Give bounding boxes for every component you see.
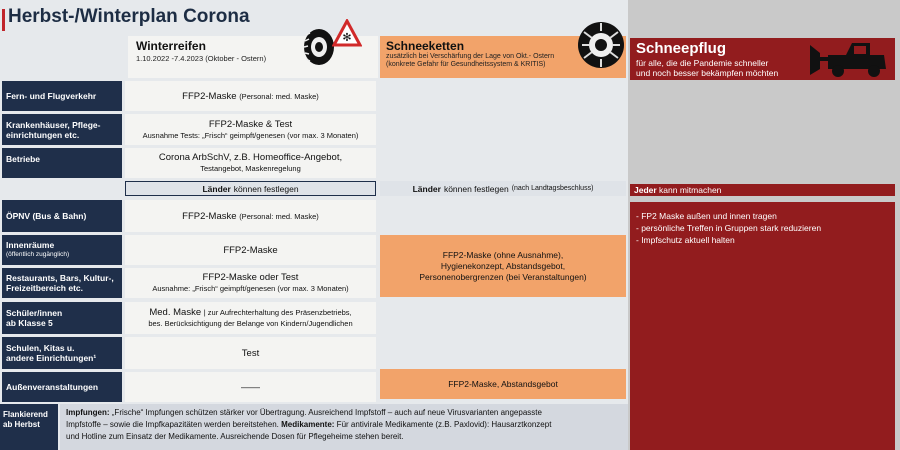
laender-winter [125, 181, 376, 196]
tip-item: - Impfschutz aktuell halten [636, 235, 735, 245]
row-label-restaurants [2, 268, 122, 298]
cell-schueler-note: | zur Aufrechterhaltung des Präsenzbetriebs, [203, 308, 352, 317]
cell-oepnv-main: FFP2-Maske [182, 210, 237, 222]
medication-text: Für antivirale Medikamente (z.B. Paxlovid): Hausarztkonzept [334, 420, 552, 429]
snow-plow-sub1: für alle, die die Pandemie schneller [636, 58, 769, 68]
row-label-aussen [2, 372, 122, 402]
row-label-fern-text: Fern- und Flugverkehr [6, 91, 97, 101]
row-label-schueler-1: Schüler/innen [6, 308, 63, 318]
cell-fern-main: FFP2-Maske [182, 90, 237, 102]
cell-schueler-winter [125, 302, 376, 334]
cell-aussen-dash: —— [241, 381, 260, 393]
cell-aussen-winter [125, 372, 376, 402]
cell-chains-indoor-3: Personenobergrenzen (bei Veranstaltungen) [419, 271, 587, 282]
cell-innen-winter [125, 235, 376, 265]
cell-aussen-chains [380, 369, 626, 399]
snow-plow-icon [808, 39, 892, 79]
vaccination-text: „Frische“ Impfungen schützen stärker vor Übertragung. Ausreichend Impfstoff – auch auf neue Virusvarianten angepasste [109, 408, 542, 417]
snow-plow-sub2: und noch besser bekämpfen möchten [636, 68, 779, 78]
medication-text-2: und Hotline zum Einsatz der Medikamente. Ausreichende Dosen für Pflegeheime stehen bereit. [66, 432, 404, 441]
page-title: Herbst-/Winterplan Corona [8, 6, 250, 27]
winter-tires-title: Winterreifen [136, 39, 206, 53]
vaccination-text-2: Impfstoffe – sowie die Impfkapazitäten werden bereitstehen. [66, 420, 279, 429]
row-label-restaurants-1: Restaurants, Bars, Kultur-, [6, 273, 114, 283]
snow-plow-header [630, 38, 895, 80]
cell-fern-small: (Personal: med. Maske) [239, 91, 319, 101]
row-label-fern [2, 81, 122, 111]
laender-chains-rest: können festlegen [443, 183, 509, 194]
row-label-innen [2, 235, 122, 265]
row-label-innen-sub: (öffentlich zugänglich) [6, 251, 70, 258]
cell-oepnv-winter [125, 200, 376, 232]
cell-kranken-main: FFP2-Maske & Test [208, 118, 293, 130]
flank-label-1: Flankierend [3, 410, 48, 419]
snow-warning-icon [332, 19, 362, 47]
tip-item: - FP2 Maske außen und innen tragen [636, 211, 777, 221]
cell-schueler-line2: bes. Berücksichtigung der Belange von Kindern/Jugendlichen [148, 319, 353, 328]
cell-betriebe-line2: Testangebot, Maskenregelung [200, 164, 301, 173]
svg-text:✻: ✻ [342, 31, 352, 44]
snow-chains-sub2: (konkrete Gefahr für Gesundheitssystem & KRITIS) [386, 61, 546, 68]
title-accent-bar [2, 9, 5, 31]
row-label-kranken [2, 114, 122, 145]
row-label-oepnv-text: ÖPNV (Bus & Bahn) [6, 211, 87, 221]
row-label-kranken-1: Krankenhäuser, Pflege- [6, 119, 101, 130]
cell-schulen-winter [125, 337, 376, 369]
cell-oepnv-small: (Personal: med. Maske) [239, 211, 319, 221]
row-label-betriebe-text: Betriebe [6, 154, 41, 164]
cell-restaurants-exception: Ausnahme: „Frisch“ geimpft/genesen (vor max. 3 Monaten) [152, 284, 349, 293]
laender-chains [380, 181, 626, 196]
row-label-betriebe [2, 148, 122, 178]
cell-schulen-main: Test [241, 347, 260, 359]
row-label-schulen [2, 337, 122, 369]
snow-chains-title: Schneeketten [386, 39, 465, 53]
row-label-kranken-2: einrichtungen etc. [6, 129, 80, 140]
cell-kranken-winter [125, 114, 376, 145]
flank-label [0, 404, 58, 450]
laender-chains-bold: Länder [412, 183, 441, 194]
medication-heading: Medikamente: [278, 420, 335, 429]
laender-winter-bold: Länder [202, 183, 231, 194]
cell-innen-main: FFP2-Maske [223, 244, 278, 256]
cell-restaurants-main: FFP2-Maske oder Test [202, 272, 299, 283]
cell-schueler-mask: Med. Maske [149, 307, 202, 318]
everyone-banner [630, 184, 895, 196]
tips-panel [630, 202, 895, 450]
row-label-schulen-1: Schulen, Kitas u. [6, 343, 75, 353]
snow-chains-sub1: zusätzlich bei Verschärfung der Lage von Okt.- Ostern [386, 53, 555, 60]
laender-chains-small: (nach Landtagsbeschluss) [511, 185, 594, 192]
row-label-schueler-2: ab Klasse 5 [6, 318, 53, 328]
row-label-restaurants-2: Freizeitbereich etc. [6, 283, 84, 293]
flank-label-2: ab Herbst [3, 420, 40, 429]
cell-restaurants-winter [125, 268, 376, 298]
row-label-schueler [2, 302, 122, 334]
everyone-rest: kann mitmachen [656, 185, 722, 195]
laender-winter-rest: können festlegen [233, 183, 299, 194]
row-label-innen-text: Innenräume [6, 240, 55, 250]
cell-fern-winter [125, 81, 376, 111]
row-label-oepnv [2, 200, 122, 232]
tip-item: - persönliche Treffen in Gruppen stark reduzieren [636, 223, 822, 233]
cell-chains-indoor-2: Hygienekonzept, Abstandsgebot, [440, 260, 566, 271]
row-label-schulen-2: andere Einrichtungen¹ [6, 353, 97, 363]
cell-chains-indoor-1: FFP2-Maske (ohne Ausnahme), [442, 249, 564, 260]
winter-tires-dates: 1.10.2022 -7.4.2023 (Oktober - Ostern) [136, 54, 267, 63]
cell-chains-indoor [380, 235, 626, 297]
everyone-bold: Jeder [634, 185, 657, 195]
snow-plow-sub [636, 58, 778, 78]
snow-plow-title: Schneepflug [636, 40, 727, 57]
cell-aussen-chains-text: FFP2-Maske, Abstandsgebot [448, 378, 558, 389]
cell-betriebe-line1: Corona ArbSchV, z.B. Homeoffice-Angebot, [158, 152, 343, 163]
flank-text [60, 404, 628, 450]
row-label-aussen-text: Außenveranstaltungen [6, 382, 99, 392]
vaccination-heading: Impfungen: [66, 408, 110, 417]
cell-betriebe-winter [125, 148, 376, 178]
cell-kranken-exception: Ausnahme Tests: „Frisch“ geimpft/genesen (vor max. 3 Monaten) [142, 130, 359, 140]
snow-chain-tire-icon [576, 20, 626, 70]
